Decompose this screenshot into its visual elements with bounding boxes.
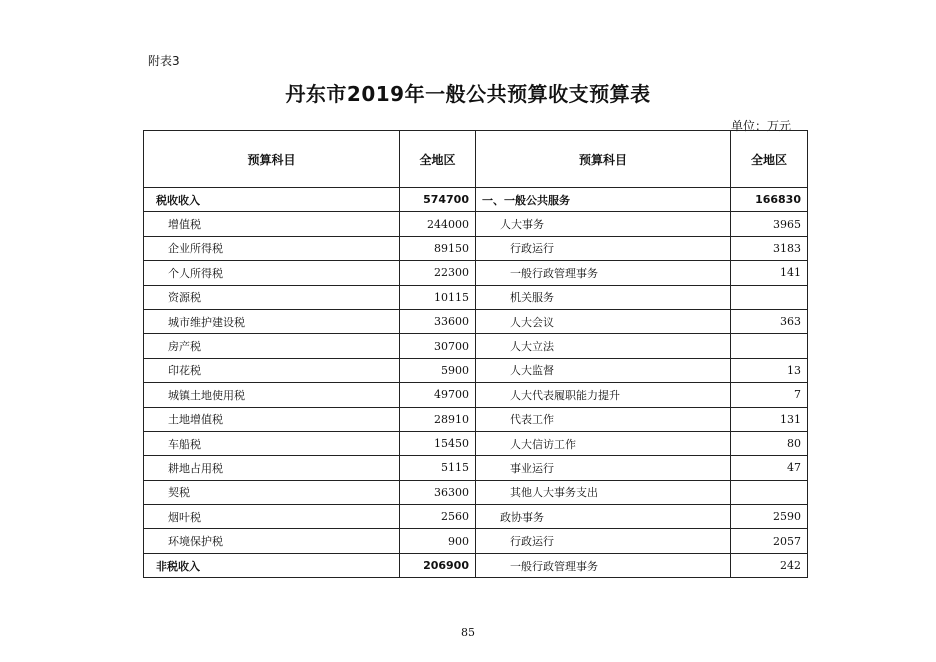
table-row (144, 285, 808, 309)
table-row (144, 212, 808, 236)
table-row (144, 407, 808, 431)
right-item-cell: 人大代表履职能力提升 (476, 383, 731, 407)
left-item-cell: 个人所得税 (144, 261, 400, 285)
right-item-cell: 行政运行 (476, 529, 731, 553)
right-value-cell: 131 (731, 407, 808, 431)
right-item-cell: 人大监督 (476, 358, 731, 382)
left-value-cell: 5115 (400, 456, 476, 480)
table-row (144, 261, 808, 285)
table-row (144, 480, 808, 504)
unit-label: 单位：万元 (731, 119, 792, 133)
table-row (144, 431, 808, 455)
left-item-cell: 城镇土地使用税 (144, 383, 400, 407)
left-value-cell: 22300 (400, 261, 476, 285)
left-item-cell: 企业所得税 (144, 236, 400, 260)
right-item-cell: 事业运行 (476, 456, 731, 480)
right-item-cell: 人大信访工作 (476, 431, 731, 455)
table-row (144, 334, 808, 358)
left-item-cell: 车船税 (144, 431, 400, 455)
left-item-cell: 资源税 (144, 285, 400, 309)
right-value-cell: 2590 (731, 505, 808, 529)
table-row (144, 456, 808, 480)
right-item-cell: 行政运行 (476, 236, 731, 260)
left-value-cell: 574700 (400, 188, 476, 212)
left-value-cell: 2560 (400, 505, 476, 529)
left-item-cell: 环境保护税 (144, 529, 400, 553)
right-value-cell: 2057 (731, 529, 808, 553)
left-value-cell: 89150 (400, 236, 476, 260)
column-header-right-value: 全地区 (731, 131, 808, 188)
right-value-cell (731, 480, 808, 504)
table-row (144, 529, 808, 553)
right-item-cell: 人大会议 (476, 309, 731, 333)
left-value-cell: 206900 (400, 553, 476, 577)
page-title: 丹东市2019年一般公共预算收支预算表 (285, 82, 651, 106)
left-item-cell: 税收收入 (144, 188, 400, 212)
table-row (144, 236, 808, 260)
right-item-cell: 人大立法 (476, 334, 731, 358)
left-value-cell: 5900 (400, 358, 476, 382)
right-value-cell: 13 (731, 358, 808, 382)
table-row (144, 188, 808, 212)
left-item-cell: 非税收入 (144, 553, 400, 577)
right-value-cell: 3965 (731, 212, 808, 236)
right-value-cell: 242 (731, 553, 808, 577)
left-value-cell: 10115 (400, 285, 476, 309)
table-row (144, 553, 808, 577)
right-value-cell: 80 (731, 431, 808, 455)
left-item-cell: 土地增值税 (144, 407, 400, 431)
left-item-cell: 房产税 (144, 334, 400, 358)
right-item-cell: 机关服务 (476, 285, 731, 309)
right-item-cell: 代表工作 (476, 407, 731, 431)
column-header-left-value: 全地区 (400, 131, 476, 188)
table-row (144, 358, 808, 382)
left-value-cell: 33600 (400, 309, 476, 333)
right-value-cell: 7 (731, 383, 808, 407)
left-value-cell: 15450 (400, 431, 476, 455)
left-value-cell: 900 (400, 529, 476, 553)
column-header-left-item: 预算科目 (144, 131, 400, 188)
table-header-row (144, 131, 808, 188)
page-number: 85 (461, 626, 475, 639)
right-item-cell: 一般行政管理事务 (476, 261, 731, 285)
right-value-cell: 47 (731, 456, 808, 480)
budget-table (143, 130, 808, 578)
left-item-cell: 耕地占用税 (144, 456, 400, 480)
right-item-cell: 一、一般公共服务 (476, 188, 731, 212)
left-item-cell: 增值税 (144, 212, 400, 236)
table-row (144, 505, 808, 529)
right-value-cell: 141 (731, 261, 808, 285)
column-header-right-item: 预算科目 (476, 131, 731, 188)
left-value-cell: 244000 (400, 212, 476, 236)
right-value-cell: 363 (731, 309, 808, 333)
right-item-cell: 政协事务 (476, 505, 731, 529)
right-value-cell (731, 334, 808, 358)
right-item-cell: 其他人大事务支出 (476, 480, 731, 504)
left-value-cell: 36300 (400, 480, 476, 504)
right-item-cell: 一般行政管理事务 (476, 553, 731, 577)
right-value-cell (731, 285, 808, 309)
left-value-cell: 30700 (400, 334, 476, 358)
table-row (144, 309, 808, 333)
right-item-cell: 人大事务 (476, 212, 731, 236)
table-body (144, 188, 808, 578)
left-item-cell: 烟叶税 (144, 505, 400, 529)
right-value-cell: 3183 (731, 236, 808, 260)
left-item-cell: 城市维护建设税 (144, 309, 400, 333)
attachment-label: 附表3 (148, 54, 180, 68)
left-value-cell: 49700 (400, 383, 476, 407)
left-value-cell: 28910 (400, 407, 476, 431)
right-value-cell: 166830 (731, 188, 808, 212)
left-item-cell: 印花税 (144, 358, 400, 382)
left-item-cell: 契税 (144, 480, 400, 504)
table-row (144, 383, 808, 407)
